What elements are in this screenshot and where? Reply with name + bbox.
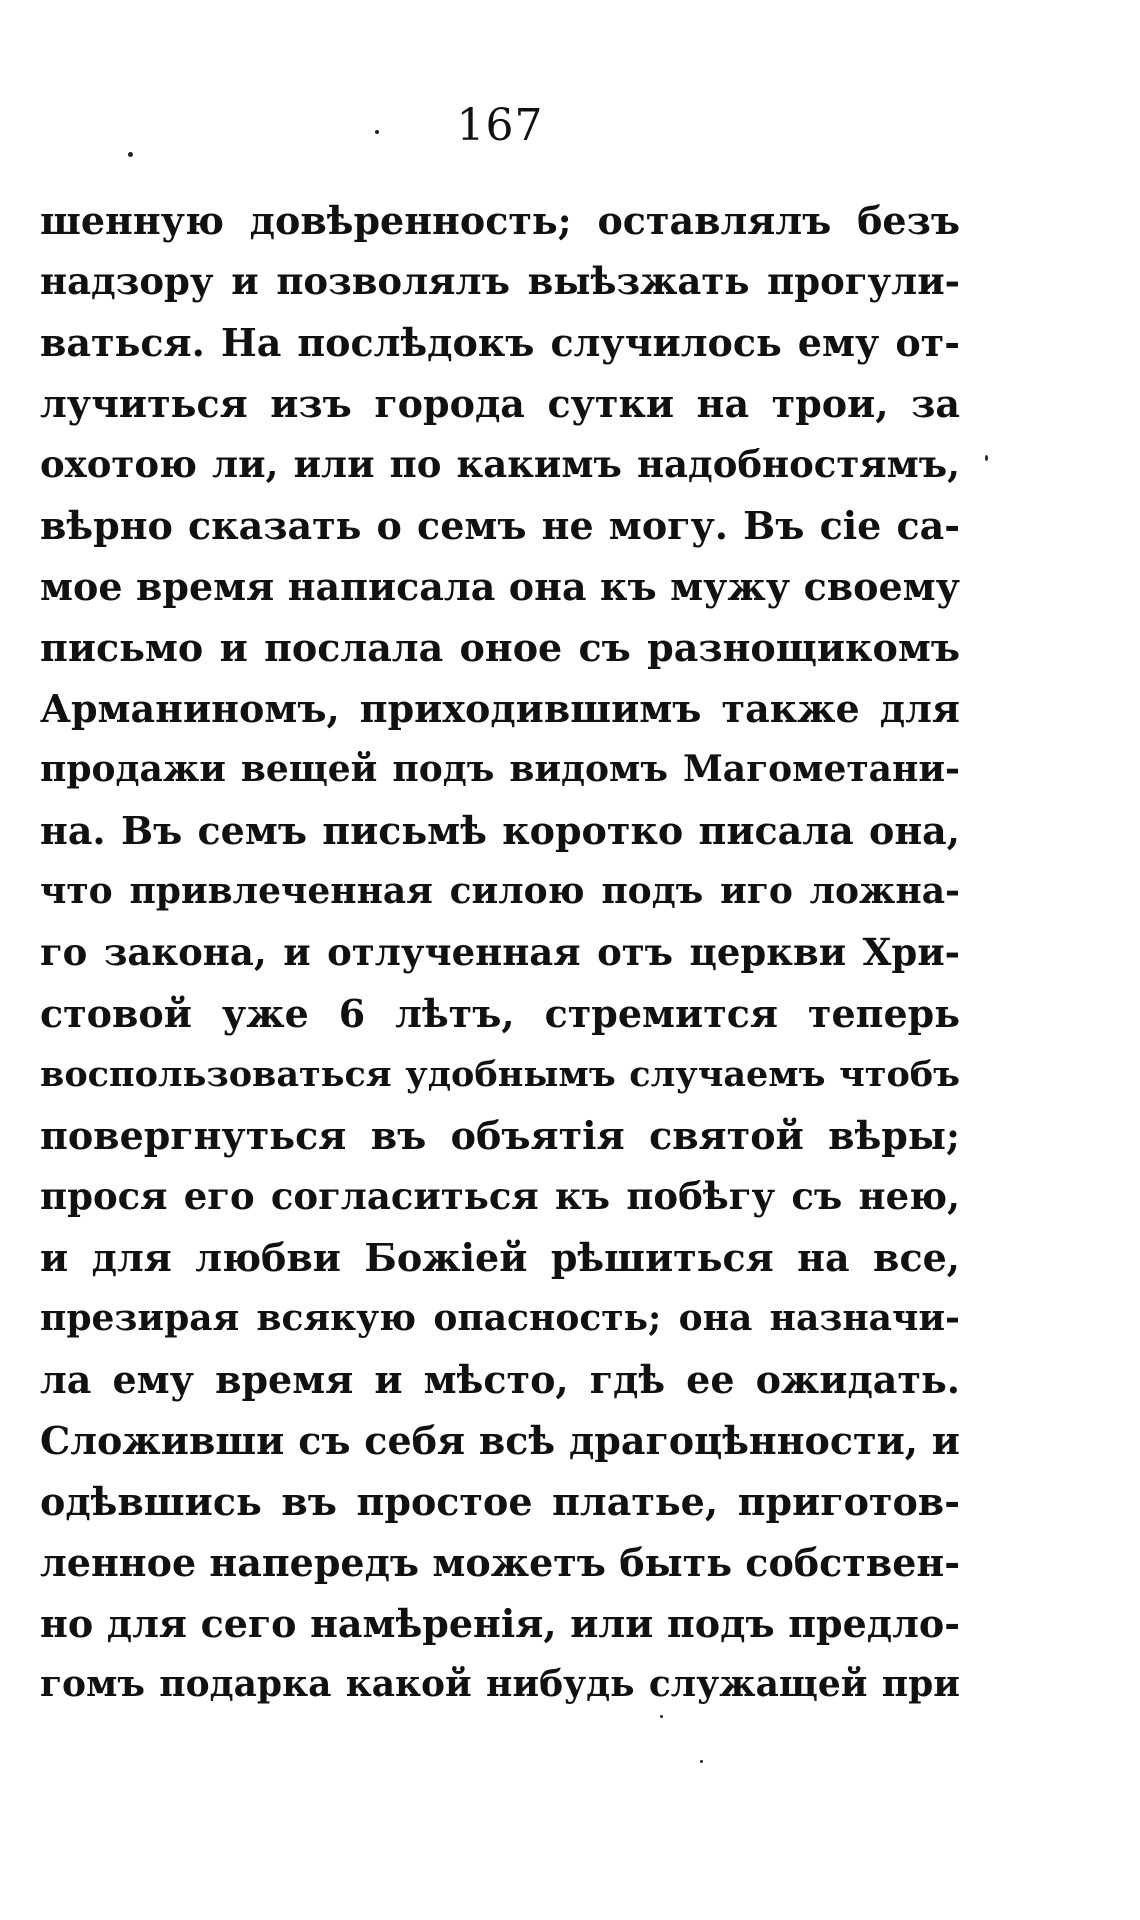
print-speck xyxy=(985,455,988,461)
text-line: воспользоваться удобнымъ случаемъ чтобъ xyxy=(40,1054,960,1095)
text-line: ла ему время и мѣсто, гдѣ ее ожидать. xyxy=(40,1357,960,1402)
text-line: шенную довѣренность; оставлялъ безъ xyxy=(40,198,960,243)
text-line: надзору и позволялъ выѣзжать прогули- xyxy=(40,259,960,303)
text-line: ваться. На послѣдокъ случилось ему от- xyxy=(40,320,960,365)
text-line: лучиться изъ города сутки на трои, за xyxy=(40,381,960,426)
text-line: презирая всякую опасность; она назначи- xyxy=(40,1297,960,1339)
text-line: прося его согласиться къ побѣгу съ нею, xyxy=(40,1174,960,1218)
print-speck xyxy=(375,130,379,134)
print-speck xyxy=(700,1760,703,1763)
text-line: стовой уже 6 лѣтъ, стремится теперь xyxy=(40,991,960,1036)
text-line: одѣвшись въ простое платье, приготов- xyxy=(40,1479,960,1524)
print-speck xyxy=(660,1715,663,1718)
text-line: вѣрно сказать о семъ не могу. Въ сіе са- xyxy=(40,503,960,548)
text-line: охотою ли, или по какимъ надобностямъ, xyxy=(40,442,960,486)
body-text xyxy=(40,190,960,1715)
text-line: письмо и послала оное съ разнощикомъ xyxy=(40,625,960,670)
text-line: продажи вещей подъ видомъ Магометани- xyxy=(40,748,960,790)
text-line: что привлеченная силою подъ иго ложна- xyxy=(40,870,960,912)
text-line: го закона, и отлученная отъ церкви Хри- xyxy=(40,930,960,974)
text-line: Сложивши съ себя всѣ драгоцѣнности, и xyxy=(40,1418,960,1463)
text-line: гомъ подарка какой нибудь служащей при xyxy=(40,1663,960,1705)
text-line: ленное напередъ можетъ быть собствен- xyxy=(40,1540,960,1585)
page-number: 167 xyxy=(456,100,544,151)
text-line: и для любви Божіей рѣшиться на все, xyxy=(40,1235,960,1280)
text-line: но для сего намѣренія, или подъ предло- xyxy=(40,1601,960,1646)
text-line: повергнуться въ объятія святой вѣры; xyxy=(40,1113,960,1158)
text-line: мое время написала она къ мужу своему xyxy=(40,564,960,609)
text-line: Арманиномъ, приходившимъ также для xyxy=(40,686,960,731)
print-speck xyxy=(128,152,133,157)
text-line: на. Въ семъ письмѣ коротко писала она, xyxy=(40,808,960,853)
